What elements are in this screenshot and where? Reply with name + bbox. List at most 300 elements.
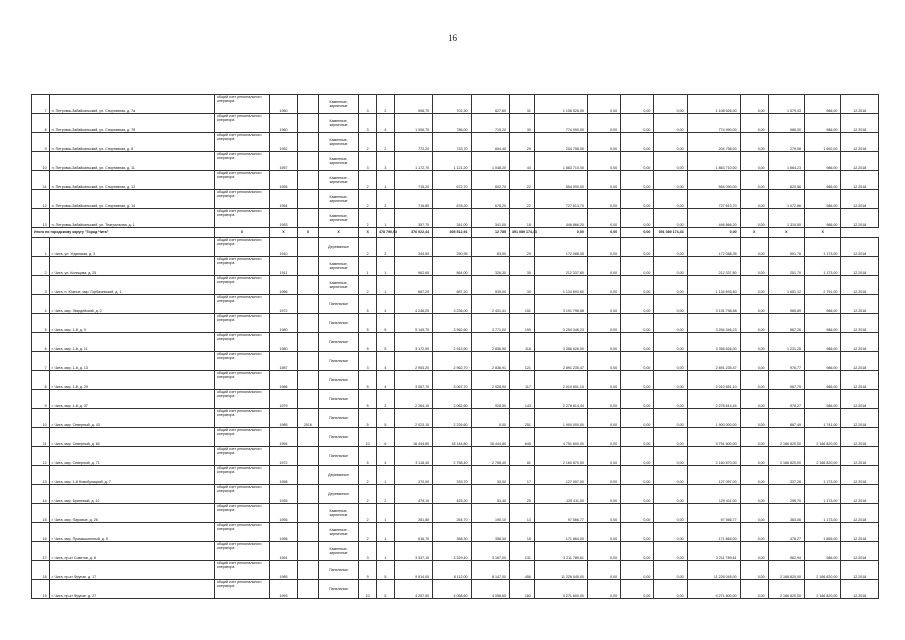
cell-address: п. Петровск-Забайкальский, ул. Спортивная, д. 8	[49, 133, 214, 152]
cell-z2: 0,00	[621, 314, 654, 333]
cell-z3: 0,00	[654, 485, 687, 504]
total-z4: 0,00	[687, 228, 740, 238]
cell-account: общий счет регионального оператора	[214, 95, 269, 114]
cell-area1: 479,10	[394, 485, 432, 504]
cell-year2	[298, 171, 319, 190]
table-row	[32, 466, 879, 485]
cell-residents: 29	[509, 133, 534, 152]
cell-cost1: 204 758,00	[534, 133, 587, 152]
cell-no: 4	[32, 295, 50, 314]
cell-year2	[298, 390, 319, 409]
cell-year2	[298, 238, 319, 257]
cell-material: Каменные, кирпичные	[318, 542, 359, 561]
cell-address: г. Чита, мкр. 1-й, д. 37	[49, 390, 214, 409]
cell-z2: 0,00	[621, 466, 654, 485]
cell-z3: 0,00	[654, 333, 687, 352]
cell-limit: 2 166 820,00	[805, 561, 841, 580]
cell-area3: 678,20	[471, 190, 509, 209]
cell-area1: 962,60	[394, 257, 432, 276]
total-x5: X	[359, 228, 377, 238]
cell-area3: 358,30	[471, 523, 509, 542]
cell-floors: 10	[359, 428, 377, 447]
cell-limit: 1 173,00	[805, 257, 841, 276]
cell-term: 12.2018	[841, 238, 879, 257]
cell-z1: 0,00	[587, 257, 620, 276]
cell-no: 8	[32, 371, 50, 390]
cell-term: 12.2018	[841, 209, 879, 228]
cell-floors: 2	[359, 466, 377, 485]
cell-address: г. Чита, пр-кт Фрунзе, д. 27	[49, 580, 214, 599]
cell-material: Панельные	[318, 409, 359, 428]
cell-unit: 1 651,12	[768, 276, 804, 295]
cell-z2: 0,00	[621, 542, 654, 561]
cell-term: 12.2018	[841, 190, 879, 209]
cell-entrances: 4	[376, 114, 394, 133]
table-row	[32, 485, 879, 504]
cell-z2: 0,00	[621, 276, 654, 295]
cell-year2	[298, 352, 319, 371]
cell-limit: 2 166 820,00	[805, 447, 841, 466]
total-z1: 0,00	[534, 228, 587, 238]
cell-unit: 478,27	[768, 523, 804, 542]
cell-residents: 22	[509, 190, 534, 209]
cell-material: Каменные, кирпичные	[318, 152, 359, 171]
cell-no: 10	[32, 152, 50, 171]
cell-floors: 9	[359, 561, 377, 580]
cell-z4: 0,00	[740, 314, 768, 333]
cell-z3: 0,00	[654, 171, 687, 190]
cell-entrances: 5	[376, 561, 394, 580]
cell-unit: 383,06	[768, 504, 804, 523]
cell-area2: 290,95	[433, 238, 471, 257]
cell-area3: 16 444,80	[471, 428, 509, 447]
cell-cost1: 11 226 045,00	[534, 561, 587, 580]
cell-area3: 715,20	[471, 114, 509, 133]
cell-limit: 986,00	[805, 333, 841, 352]
cell-cost2: 2 278 614,44	[687, 390, 740, 409]
cell-residents: 18	[509, 209, 534, 228]
cell-address: г. Чита, мкр. Северный, д. 71	[49, 447, 214, 466]
cell-z3: 0,00	[654, 152, 687, 171]
cell-year2	[298, 314, 319, 333]
cell-year2	[298, 295, 319, 314]
cell-z1: 0,00	[587, 352, 620, 371]
cell-cost1: 4 751 600,00	[534, 428, 587, 447]
capital-repair-table	[31, 94, 879, 599]
cell-unit: 820,56	[768, 171, 804, 190]
cell-address: г. Чита, мкр. Промышленный, д. 5	[49, 523, 214, 542]
total-label: Итого по городскому округу "Город Чита"	[32, 228, 215, 238]
cell-z3: 0,00	[654, 466, 687, 485]
total-z3: 0,00	[621, 228, 654, 238]
cell-area1: 4 246,20	[394, 295, 432, 314]
cell-area2: 8 112,00	[433, 561, 471, 580]
cell-unit: 887,49	[768, 409, 804, 428]
cell-account: общий счет регионального оператора	[214, 171, 269, 190]
cell-unit: 1 579,43	[768, 95, 804, 114]
cell-no: 12	[32, 447, 50, 466]
cell-area3: 33,30	[471, 466, 509, 485]
cell-floors: 3	[359, 152, 377, 171]
cell-area2: 733,70	[433, 133, 471, 152]
cell-account: общий счет регионального оператора	[214, 390, 269, 409]
cell-limit: 2 166 820,00	[805, 428, 841, 447]
cell-area1: 9 814,00	[394, 561, 432, 580]
cell-z4: 0,00	[740, 561, 768, 580]
cell-unit: 1 231,25	[768, 333, 804, 352]
cell-area2: 1 121,20	[433, 152, 471, 171]
cell-no: 13	[32, 209, 50, 228]
cell-material: Каменные, кирпичные	[318, 95, 359, 114]
cell-unit: 962,94	[768, 542, 804, 561]
cell-z1: 0,00	[587, 409, 620, 428]
cell-cost2: 3 254 346,23	[687, 314, 740, 333]
cell-entrances: 1	[376, 257, 394, 276]
cell-z1: 0,00	[587, 171, 620, 190]
cell-year2	[298, 523, 319, 542]
cell-address: г. Чита, пр-кт Советов, д. 8	[49, 542, 214, 561]
cell-account: общий счет регионального оператора	[214, 152, 269, 171]
cell-z1: 0,00	[587, 95, 620, 114]
cell-unit: 1 310,50	[768, 209, 804, 228]
cell-entrances: 2	[376, 133, 394, 152]
cell-z3: 0,00	[654, 352, 687, 371]
cell-z3: 0,00	[654, 542, 687, 561]
cell-material: Панельные	[318, 390, 359, 409]
cell-address: г. Чита, мкр. 1-й, д. 9	[49, 314, 214, 333]
cell-cost1: 3 191 798,58	[534, 295, 587, 314]
cell-year2	[298, 133, 319, 152]
table-row	[32, 561, 879, 580]
cell-area3: 326,30	[471, 257, 509, 276]
cell-cost2: 1 134 693,60	[687, 276, 740, 295]
total-x7: X	[768, 228, 804, 238]
cell-material: Каменные, кирпичные	[318, 276, 359, 295]
cell-cost2: 554 090,00	[687, 171, 740, 190]
cell-limit: 986,00	[805, 95, 841, 114]
cell-material: Панельные	[318, 295, 359, 314]
cell-z4: 0,00	[740, 114, 768, 133]
cell-z2: 0,00	[621, 352, 654, 371]
cell-area1: 2 023,10	[394, 409, 432, 428]
cell-year1: 1960	[269, 95, 297, 114]
cell-cost2: 446 866,20	[687, 209, 740, 228]
cell-area1: 2 264,10	[394, 390, 432, 409]
cell-residents: 121	[509, 352, 534, 371]
cell-z1: 0,00	[587, 238, 620, 257]
total-x6: X	[740, 228, 768, 238]
cell-address: г. Чита, мкр. 1-й Новобулацкий, д. 7	[49, 466, 214, 485]
cell-no: 9	[32, 390, 50, 409]
cell-year1: 1935	[269, 485, 297, 504]
cell-address: г. Чита, мкр. 1-й, д. 11	[49, 333, 214, 352]
cell-limit: 1 865,00	[805, 523, 841, 542]
cell-no: 17	[32, 542, 50, 561]
cell-account: общий счет регионального оператора	[214, 352, 269, 371]
cell-year1: 1980	[269, 314, 297, 333]
cell-area3: 3 167,00	[471, 542, 509, 561]
cell-area2: 333,70	[433, 466, 471, 485]
table-row	[32, 542, 879, 561]
cell-z2: 0,00	[621, 561, 654, 580]
cell-cost1: 3 356 626,00	[534, 333, 587, 352]
cell-cost2: 129 411,00	[687, 485, 740, 504]
cell-area2: 2 962,70	[433, 352, 471, 371]
cell-z1: 0,00	[587, 523, 620, 542]
total-z2: 0,00	[587, 228, 620, 238]
cell-z2: 0,00	[621, 409, 654, 428]
cell-year2	[298, 95, 319, 114]
cell-term: 12.2018	[841, 485, 879, 504]
cell-address: г. Чита, п. Южное, мкр. Горбачевский, д. 1	[49, 276, 214, 295]
cell-year2	[298, 542, 319, 561]
total-row	[32, 228, 879, 238]
cell-z2: 0,00	[621, 133, 654, 152]
cell-limit: 986,00	[805, 314, 841, 333]
cell-material: Панельные	[318, 428, 359, 447]
cell-unit: 591,78	[768, 238, 804, 257]
cell-year1: 1951	[269, 542, 297, 561]
cell-cost1: 212 337,80	[534, 257, 587, 276]
cell-material: Деревянные	[318, 238, 359, 257]
cell-address: п. Петровск-Забайкальский, ул. Спортивная, д. 7а	[49, 95, 214, 114]
cell-limit: 1 173,00	[805, 504, 841, 523]
cell-z4: 0,00	[740, 466, 768, 485]
cell-limit: 986,00	[805, 209, 841, 228]
cell-material: Каменные, кирпичные	[318, 504, 359, 523]
cell-cost1: 3 254 346,23	[534, 314, 587, 333]
cell-year1: 1956	[269, 523, 297, 542]
cell-no: 6	[32, 333, 50, 352]
cell-unit: 2 166 820,00	[768, 428, 804, 447]
cell-term: 12.2018	[841, 371, 879, 390]
cell-z3: 0,00	[654, 238, 687, 257]
cell-year1: 1972	[269, 447, 297, 466]
cell-residents: 31	[509, 95, 534, 114]
table-row	[32, 504, 879, 523]
cell-term: 12.2018	[841, 333, 879, 352]
cell-floors: 3	[359, 542, 377, 561]
cell-address: п. Петровск-Забайкальский, ул. Спортивная, д. 14	[49, 190, 214, 209]
cell-area1: 772,20	[394, 133, 432, 152]
cell-z2: 0,00	[621, 485, 654, 504]
cell-address: г. Чита, мкр. Северный, д. 60	[49, 428, 214, 447]
cell-cost2: 3 356 626,00	[687, 333, 740, 352]
cell-z4: 0,00	[740, 580, 768, 599]
cell-year1: 1954	[269, 190, 297, 209]
cell-limit: 1 173,00	[805, 485, 841, 504]
cell-address: г. Чита, мкр. 1-й, д. 29	[49, 371, 214, 390]
cell-area3: 602,70	[471, 171, 509, 190]
cell-limit: 986,00	[805, 371, 841, 390]
cell-term: 12.2018	[841, 257, 879, 276]
cell-cost1: 171 864,00	[534, 523, 587, 542]
cell-account: общий счет регионального оператора	[214, 485, 269, 504]
cell-entrances: 1	[376, 504, 394, 523]
cell-account: общий счет регионального оператора	[214, 209, 269, 228]
cell-year2	[298, 257, 319, 276]
cell-address: п. Петровск-Забайкальский, ул. Спортивная, д. 11	[49, 152, 214, 171]
cell-material: Панельные	[318, 447, 359, 466]
cell-year2	[298, 276, 319, 295]
cell-floors: 2	[359, 276, 377, 295]
cell-area3: 2 928,90	[471, 371, 509, 390]
cell-residents: 199	[509, 314, 534, 333]
cell-address: г. Чита, пр-кт Фрунзе, д. 17	[49, 561, 214, 580]
cell-address: г. Чита, ул. Кольцова, д. 25	[49, 257, 214, 276]
cell-year1: 1979	[269, 390, 297, 409]
cell-floors: 2	[359, 238, 377, 257]
cell-area2: 2 758,40	[433, 447, 471, 466]
cell-z4: 0,00	[740, 428, 768, 447]
cell-unit: 967,75	[768, 371, 804, 390]
cell-area1: 3 337,10	[394, 542, 432, 561]
cell-cost2: 774 990,00	[687, 114, 740, 133]
cell-year2: 2016	[298, 409, 319, 428]
cell-z1: 0,00	[587, 390, 620, 409]
cell-z4: 0,00	[740, 390, 768, 409]
cell-limit: 1 173,00	[805, 466, 841, 485]
cell-term: 12.2018	[841, 542, 879, 561]
cell-term: 12.2018	[841, 114, 879, 133]
cell-cost1: 97 566,77	[534, 504, 587, 523]
table-row	[32, 114, 879, 133]
cell-address: г. Чита, мкр. Северный, д. 43	[49, 409, 214, 428]
cell-year2	[298, 447, 319, 466]
cell-year2	[298, 561, 319, 580]
cell-z2: 0,00	[621, 580, 654, 599]
cell-area3: 53,40	[471, 485, 509, 504]
cell-address: г. Чита, мкр. Гвардейский, д. 2	[49, 295, 214, 314]
cell-limit: 986,00	[805, 295, 841, 314]
cell-z1: 0,00	[587, 209, 620, 228]
cell-year2	[298, 466, 319, 485]
cell-z2: 0,00	[621, 190, 654, 209]
cell-floors: 5	[359, 333, 377, 352]
cell-account: общий счет регионального оператора	[214, 295, 269, 314]
cell-residents: 131	[509, 542, 534, 561]
cell-z3: 0,00	[654, 314, 687, 333]
cell-no: 2	[32, 257, 50, 276]
total-area1: 478 790,93	[376, 228, 394, 238]
cell-z4: 0,00	[740, 276, 768, 295]
cell-unit: 867,26	[768, 314, 804, 333]
cell-z3: 0,00	[654, 390, 687, 409]
cell-account: общий счет регионального оператора	[214, 523, 269, 542]
cell-no: 18	[32, 561, 50, 580]
cell-entrances: 5	[376, 409, 394, 428]
cell-year2	[298, 152, 319, 171]
cell-unit: 2 166 820,00	[768, 561, 804, 580]
cell-residents: 143	[509, 390, 534, 409]
cell-entrances: 4	[376, 295, 394, 314]
cell-z3: 0,00	[654, 371, 687, 390]
cell-no: 7	[32, 95, 50, 114]
cell-floors: 2	[359, 504, 377, 523]
cell-area3: 2 758,40	[471, 447, 509, 466]
table-row	[32, 428, 879, 447]
cell-residents: 117	[509, 371, 534, 390]
cell-area1: 281,80	[394, 504, 432, 523]
cell-z4: 0,00	[740, 152, 768, 171]
cell-limit: 2 791,00	[805, 276, 841, 295]
cell-cost2: 4 271 600,00	[687, 580, 740, 599]
cell-year1: 1980	[269, 333, 297, 352]
cell-area2: 425,20	[433, 485, 471, 504]
cell-cost1: 127 097,00	[534, 466, 587, 485]
cell-no: 14	[32, 485, 50, 504]
cell-unit: 1 072,86	[768, 190, 804, 209]
cell-z2: 0,00	[621, 209, 654, 228]
cell-floors: 2	[359, 485, 377, 504]
cell-entrances: 5	[376, 333, 394, 352]
cell-no: 5	[32, 314, 50, 333]
cell-account: общий счет регионального оператора	[214, 190, 269, 209]
cell-area1: 906,70	[394, 95, 432, 114]
cell-z4: 0,00	[740, 133, 768, 152]
cell-area3: 2 836,90	[471, 333, 509, 352]
cell-entrances: 1	[376, 276, 394, 295]
cell-year2	[298, 209, 319, 228]
cell-z1: 0,00	[587, 314, 620, 333]
cell-material: Панельные	[318, 333, 359, 352]
table-row	[32, 447, 879, 466]
cell-account: общий счет регионального оператора	[214, 314, 269, 333]
cell-area3: 928,50	[471, 390, 509, 409]
cell-z4: 0,00	[740, 95, 768, 114]
cell-floors: 5	[359, 447, 377, 466]
cell-area2: 2 226,60	[433, 409, 471, 428]
cell-cost2: 727 613,70	[687, 190, 740, 209]
cell-term: 12.2018	[841, 314, 879, 333]
cell-area1: 1 006,70	[394, 114, 432, 133]
cell-no: 3	[32, 276, 50, 295]
cell-material: Панельные	[318, 561, 359, 580]
cell-cost2: 97 566,77	[687, 504, 740, 523]
cell-entrances: 6	[376, 428, 394, 447]
cell-year2	[298, 580, 319, 599]
cell-limit: 986,00	[805, 390, 841, 409]
cell-unit: 986,00	[768, 114, 804, 133]
cell-cost1: 3 211 789,61	[534, 542, 587, 561]
cell-floors: 2	[359, 190, 377, 209]
total-cost2: 391 089 174,43	[654, 228, 687, 238]
cell-unit: 2 166 820,00	[768, 447, 804, 466]
cell-account: общий счет регионального оператора	[214, 257, 269, 276]
cell-cost1: 554 090,00	[534, 171, 587, 190]
cell-entrances: 5	[376, 314, 394, 333]
total-residents: 12 785	[471, 228, 509, 238]
cell-z4: 0,00	[740, 542, 768, 561]
cell-residents: 16	[509, 523, 534, 542]
cell-z4: 0,00	[740, 171, 768, 190]
cell-z2: 0,00	[621, 504, 654, 523]
cell-cost2: 3 191 798,58	[687, 295, 740, 314]
table-row	[32, 580, 879, 599]
cell-entrances: 1	[376, 523, 394, 542]
cell-year1: 1957	[269, 152, 297, 171]
cell-z1: 0,00	[587, 447, 620, 466]
cell-entrances: 1	[376, 171, 394, 190]
cell-z1: 0,00	[587, 561, 620, 580]
cell-year1: 1952	[269, 133, 297, 152]
cell-account: общий счет регионального оператора	[214, 133, 269, 152]
cell-term: 12.2018	[841, 428, 879, 447]
total-x8: X	[805, 228, 841, 238]
cell-area3: 3 771,00	[471, 314, 509, 333]
cell-unit: 976,27	[768, 390, 804, 409]
cell-unit: 279,08	[768, 133, 804, 152]
